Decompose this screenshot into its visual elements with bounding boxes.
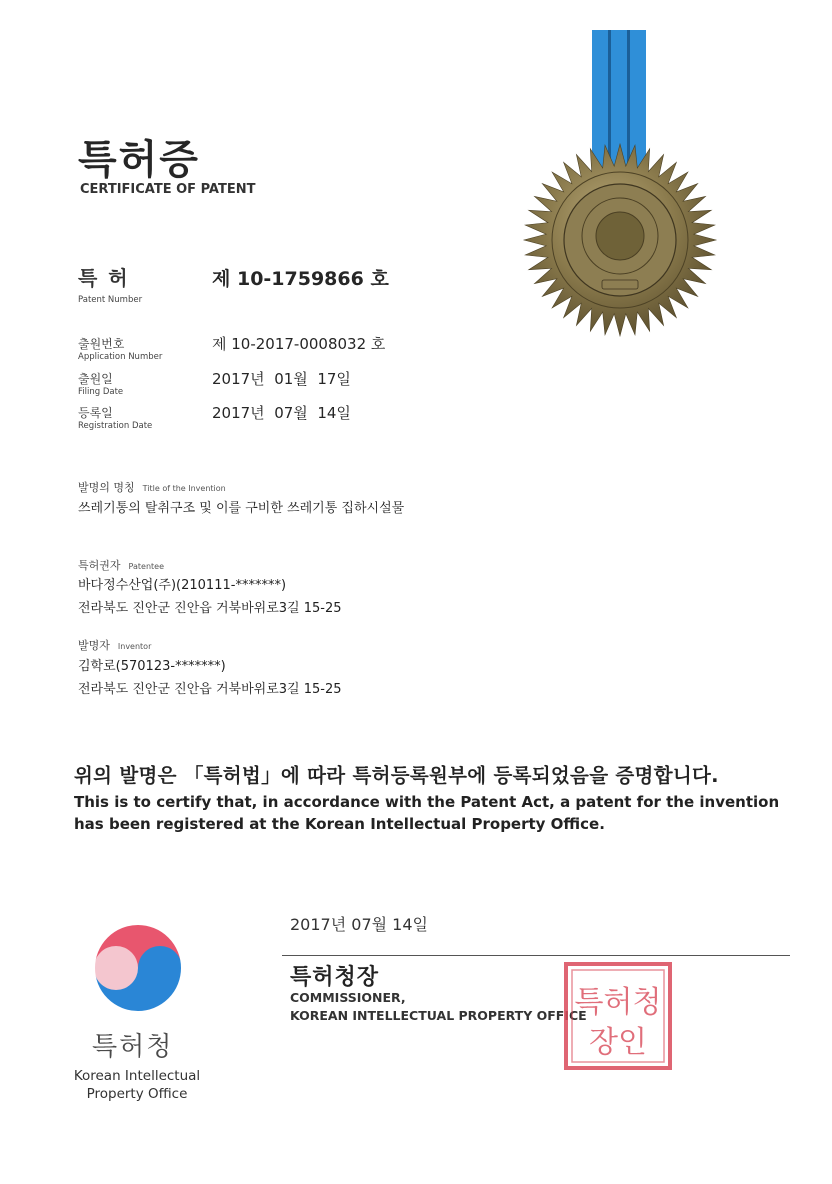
patentee-label-en: Patentee	[128, 562, 164, 571]
kipo-name-ko: 특허청	[92, 1032, 174, 1062]
patentee-address: 전라북도 진안군 진안읍 거북바위로3길 15-25	[78, 601, 342, 616]
patent-number-label-ko: 특 허	[78, 266, 130, 290]
invention-label-en: Title of the Invention	[142, 484, 226, 493]
patent-number-label-en: Patent Number	[78, 295, 143, 305]
filing-date-value: 2017년 01월 17일	[212, 370, 351, 388]
inventor-address: 전라북도 진안군 진안읍 거북바위로3길 15-25	[78, 682, 342, 697]
kipo-name-en-line2: Property Office	[86, 1086, 188, 1102]
certification-statement-en-line1: This is to certify that, in accordance with the Patent Act, a patent for the invention	[74, 793, 780, 811]
filing-date-label-en: Filing Date	[78, 387, 124, 397]
invention-label-ko: 발명의 명칭	[78, 481, 135, 494]
inventor-label-ko: 발명자	[78, 639, 110, 652]
certificate-title-en: CERTIFICATE OF PATENT	[80, 182, 256, 197]
kipo-taegeuk-logo-icon	[88, 918, 188, 1018]
certificate-title-ko: 특허증	[78, 137, 200, 183]
application-number-label-en: Application Number	[78, 352, 163, 362]
registration-date-label-en: Registration Date	[78, 421, 153, 431]
registration-date-label-ko: 등록일	[78, 406, 113, 420]
patent-number-value: 제 10-1759866 호	[212, 268, 389, 290]
commissioner-title-en-line1: COMMISSIONER,	[290, 990, 406, 1005]
commissioner-title-ko: 특허청장	[290, 965, 380, 990]
certification-statement-en-line2: has been registered at the Korean Intellectual Property Office.	[74, 815, 605, 833]
medal-seal-icon	[512, 30, 728, 344]
certification-statement-ko: 위의 발명은 「특허법」에 따라 특허등록원부에 등록되었음을 증명합니다.	[74, 764, 719, 787]
application-number-value: 제 10-2017-0008032 호	[212, 335, 386, 353]
inventor-label-en: Inventor	[117, 642, 152, 651]
patentee-name: 바다정수산업(주)(210111-*******)	[78, 578, 287, 593]
seal-text: 장인	[589, 1025, 647, 1060]
registration-date-value: 2017년 07월 14일	[212, 404, 351, 422]
commissioner-title-en-line2: KOREAN INTELLECTUAL PROPERTY OFFICE	[290, 1008, 587, 1023]
signature-divider	[282, 955, 790, 956]
application-number-label-ko: 출원번호	[78, 337, 125, 351]
patentee-label-ko: 특허권자	[78, 559, 121, 572]
official-seal-stamp-icon	[562, 960, 674, 1072]
kipo-name-en-line1: Korean Intellectual	[73, 1068, 201, 1084]
filing-date-label-ko: 출원일	[78, 372, 113, 386]
invention-title: 쓰레기통의 탈취구조 및 이를 구비한 쓰레기통 집하시설물	[78, 501, 405, 516]
issue-date: 2017년 07월 14일	[290, 915, 428, 934]
inventor-name: 김학로(570123-*******)	[78, 659, 226, 674]
seal-text: 특허청	[574, 985, 662, 1020]
